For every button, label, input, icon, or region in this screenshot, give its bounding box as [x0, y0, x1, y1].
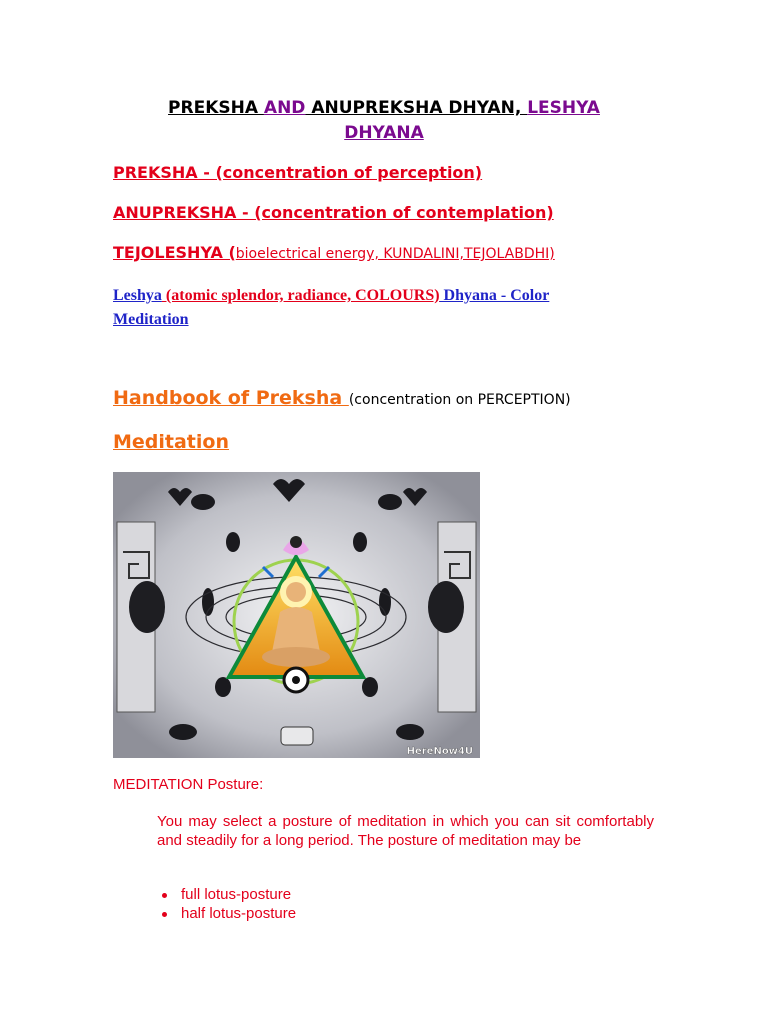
meditation-illustration [113, 472, 480, 758]
title-and: AND [263, 98, 306, 118]
figure-legs [262, 647, 330, 667]
anupreksha-definition: ANUPREKSHA - (concentration of contemplation) [113, 203, 554, 222]
figure-head [286, 582, 306, 602]
herenow4u-logo: HereNow4U [406, 746, 473, 757]
leshya-tail[interactable]: Dhyana - Color [439, 287, 550, 304]
handbook-title[interactable]: Handbook of Preksha [113, 387, 349, 409]
handbook-heading [113, 387, 571, 409]
leshya-word[interactable]: Leshya [113, 287, 162, 304]
list-item: full lotus-posture [181, 885, 296, 904]
emblem-icon [281, 727, 313, 745]
tejoleshya-detail: bioelectrical energy, KUNDALINI,TEJOLABDHI) [235, 246, 555, 262]
preksha-definition: PREKSHA - (concentration of perception) [113, 163, 483, 182]
posture-paragraph: You may select a posture of meditation in which you can sit comfortably and steadily for a long period. The posture of meditation may be [157, 813, 654, 849]
handbook-note: (concentration on PERCEPTION) [348, 392, 571, 408]
title-dhyana: DHYANA [344, 123, 424, 143]
posture-label: MEDITATION Posture: [113, 776, 264, 793]
tejoleshya-definition [113, 243, 555, 262]
right-eye-shape [428, 581, 464, 633]
leshya-definition [113, 284, 673, 332]
meditation-image [113, 472, 480, 758]
page-title [0, 96, 768, 146]
third-eye-icon [290, 536, 302, 548]
title-leshya: LESHYA [527, 98, 600, 118]
title-preksha: PREKSHA [168, 98, 264, 118]
leshya-detail: (atomic splendor, radiance, COLOURS) [161, 287, 440, 304]
title-line-2 [0, 121, 768, 146]
posture-list [157, 885, 296, 923]
title-anupreksha: ANUPREKSHA DHYAN, [305, 98, 528, 118]
left-eye-shape [129, 581, 165, 633]
leshya-meditation[interactable]: Meditation [113, 311, 189, 328]
list-item: half lotus-posture [181, 905, 297, 922]
title-line-1 [0, 96, 768, 121]
meditation-heading[interactable]: Meditation [113, 431, 229, 453]
tejoleshya-label: TEJOLESHYA ( [113, 243, 236, 262]
